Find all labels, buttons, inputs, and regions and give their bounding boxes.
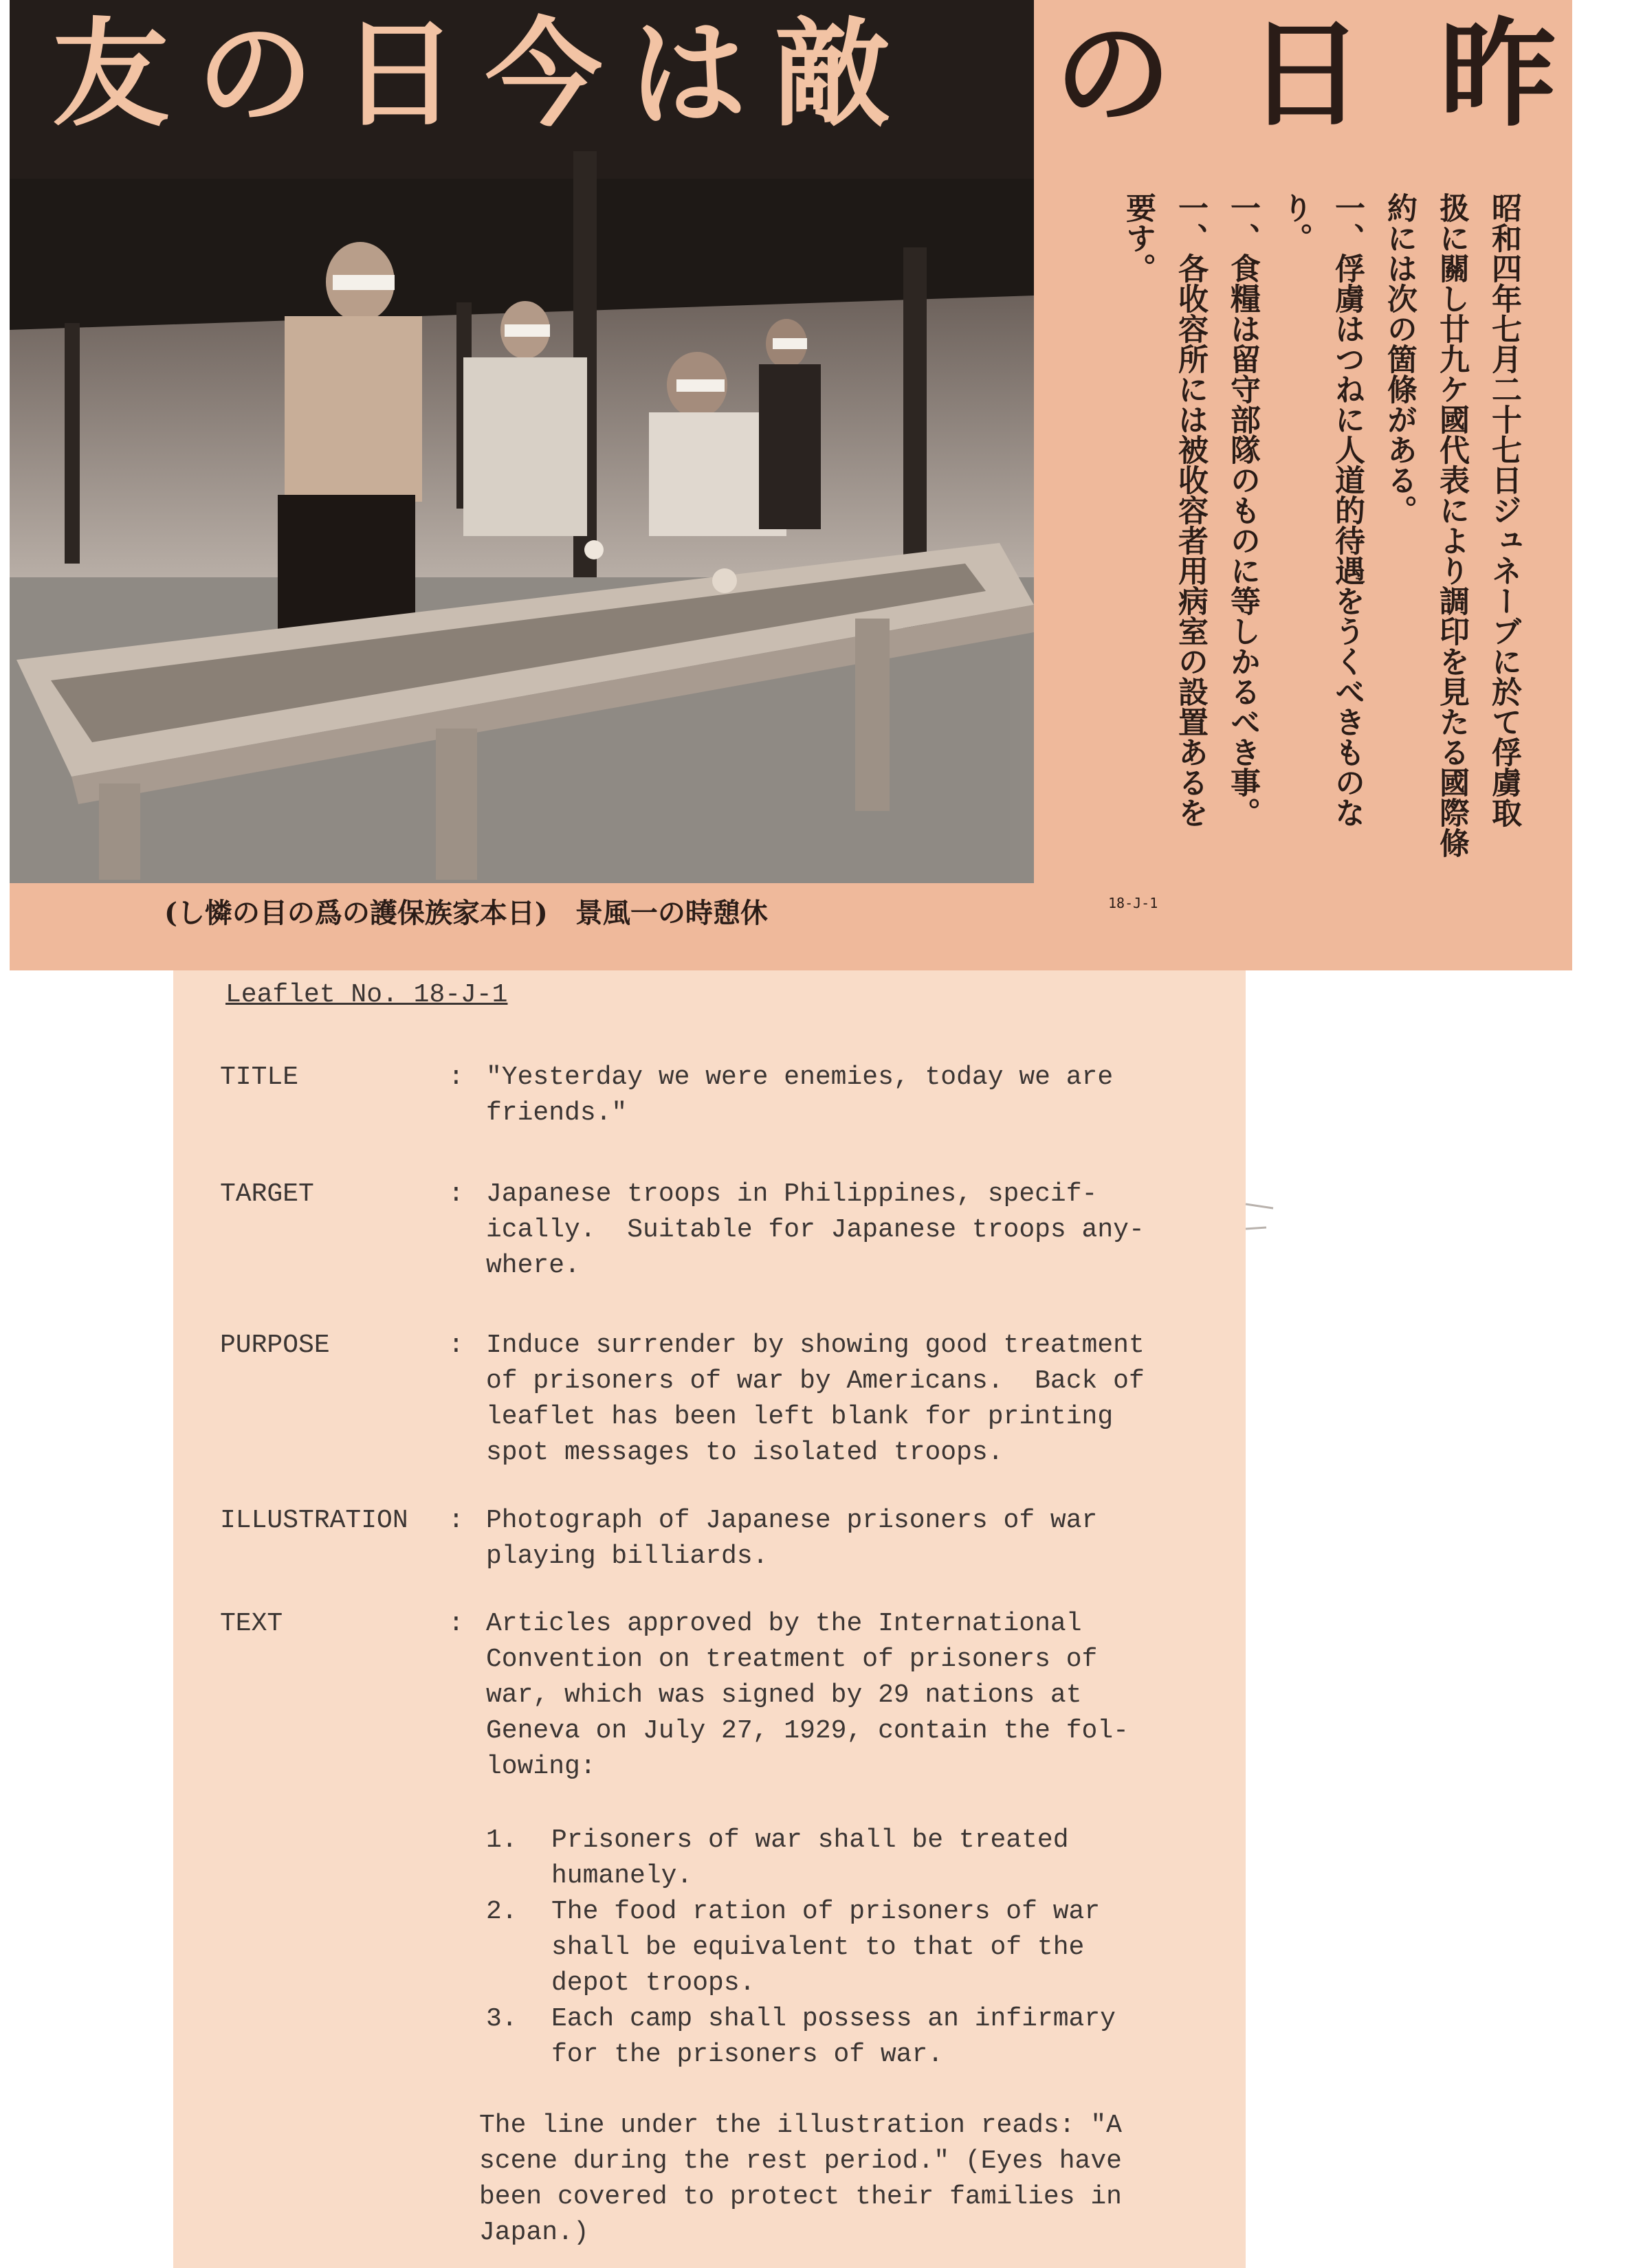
item-line: depot troops. bbox=[551, 1968, 756, 1998]
item-number: 1. bbox=[486, 1825, 518, 1855]
field-label-title: TITLE bbox=[220, 1063, 299, 1092]
headline-text-left: 友の日今は敵 bbox=[52, 5, 919, 143]
field-value-line: lowing: bbox=[486, 1752, 596, 1781]
typed-description-sheet bbox=[173, 970, 1246, 2268]
field-value-line: leaflet has been left blank for printing bbox=[486, 1402, 1114, 1432]
article-line: 約には次の箇條がある。 bbox=[1382, 192, 1417, 525]
field-value-line: war, which was signed by 29 nations at bbox=[486, 1680, 1082, 1710]
note-line: Japan.) bbox=[479, 2218, 589, 2247]
field-value-line: Convention on treatment of prisoners of bbox=[486, 1645, 1098, 1674]
field-value-line: Photograph of Japanese prisoners of war bbox=[486, 1506, 1098, 1535]
article-line: 一、俘虜はつねに人道的待遇をうくべきものな bbox=[1330, 192, 1365, 827]
field-value-line: "Yesterday we were enemies, today we are bbox=[486, 1063, 1114, 1092]
item-line: The food ration of prisoners of war bbox=[551, 1897, 1101, 1926]
field-label-target: TARGET bbox=[220, 1179, 314, 1209]
note-line: scene during the rest period." (Eyes have bbox=[479, 2146, 1122, 2176]
article-line: 要す。 bbox=[1121, 192, 1156, 283]
article-line: 一、食糧は留守部隊のものに等しかるべき事。 bbox=[1225, 192, 1260, 827]
propaganda-leaflet bbox=[10, 0, 1632, 970]
field-value-line: where. bbox=[486, 1251, 580, 1280]
field-label-text: TEXT bbox=[220, 1609, 283, 1638]
item-line: humanely. bbox=[551, 1861, 693, 1891]
article-line: 扱に關し廿九ケ國代表により調印を見たる國際條 bbox=[1434, 192, 1469, 858]
article-line: り。 bbox=[1277, 192, 1312, 253]
item-number: 2. bbox=[486, 1897, 518, 1926]
document-title: Leaflet No. 18-J-1 bbox=[225, 980, 508, 1010]
field-value-line: spot messages to isolated troops. bbox=[486, 1438, 1004, 1467]
paper-edge-marks bbox=[1246, 1196, 1287, 1237]
field-colon: : bbox=[448, 1179, 464, 1209]
article-line: 一、各收容所には被收容者用病室の設置あるを bbox=[1173, 192, 1208, 827]
field-value-line: Articles approved by the International bbox=[486, 1609, 1082, 1638]
field-colon: : bbox=[448, 1506, 464, 1535]
field-value-line: friends." bbox=[486, 1098, 628, 1128]
field-label-illustration: ILLUSTRATION bbox=[220, 1506, 408, 1535]
item-line: Prisoners of war shall be treated bbox=[551, 1825, 1069, 1855]
field-value-line: Japanese troops in Philippines, specif- bbox=[486, 1179, 1098, 1209]
field-colon: : bbox=[448, 1609, 464, 1638]
note-line: The line under the illustration reads: "A bbox=[479, 2111, 1122, 2140]
headline-text-right: の日昨 bbox=[1055, 5, 1632, 143]
article-line: 昭和四年七月二十七日ジュネーブに於て俘虜取 bbox=[1486, 192, 1521, 827]
field-value-line: playing billiards. bbox=[486, 1542, 769, 1571]
item-line: for the prisoners of war. bbox=[551, 2040, 944, 2069]
field-label-purpose: PURPOSE bbox=[220, 1331, 330, 1360]
field-colon: : bbox=[448, 1063, 464, 1092]
field-value-line: of prisoners of war by Americans. Back of bbox=[486, 1366, 1145, 1396]
item-line: Each camp shall possess an infirmary bbox=[551, 2004, 1116, 2034]
field-value-line: Induce surrender by showing good treatment bbox=[486, 1331, 1145, 1360]
vertical-article-text bbox=[1096, 192, 1522, 935]
field-value-line: ically. Suitable for Japanese troops any- bbox=[486, 1215, 1145, 1245]
note-line: been covered to protect their families in bbox=[479, 2182, 1122, 2212]
field-colon: : bbox=[448, 1331, 464, 1360]
item-line: shall be equivalent to that of the bbox=[551, 1933, 1085, 1962]
photo-caption: (し憐の目の爲の護保族家本日) 景風一の時憩休 bbox=[164, 897, 768, 929]
leaflet-code: 18-J-1 bbox=[1108, 895, 1158, 911]
item-number: 3. bbox=[486, 2004, 518, 2034]
field-value-line: Geneva on July 27, 1929, contain the fol- bbox=[486, 1716, 1129, 1746]
